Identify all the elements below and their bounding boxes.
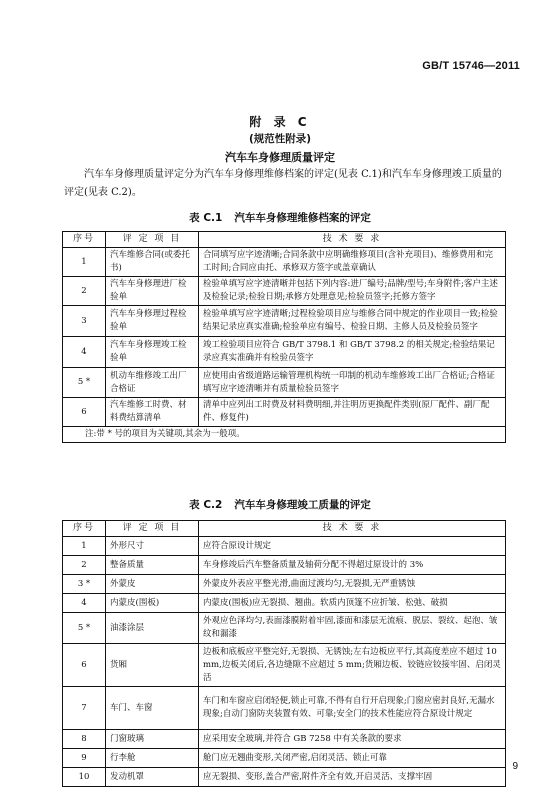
row-req: 竣工检验项目应符合 GB/T 3798.1 和 GB/T 3798.2 的相关规定;检验结果记录应真实准确并有检验员签字 [199, 337, 506, 368]
row-req: 检验单填写应字迹清晰;过程检验项目应与维修合同中规定的作业项目一致;检验结果记录应真实准确;检验单应有编号、检验日期、主修人员及检验员签字 [199, 306, 506, 337]
table-header-row [63, 521, 506, 537]
page-number: 9 [512, 761, 518, 772]
table-row [63, 575, 506, 594]
row-req: 清单中应列出工时费及材料费明细,并注明历更换配件类别(原厂配件、副厂配件、修复件) [199, 398, 506, 427]
row-no: 5 * [63, 368, 106, 398]
row-no: 9 [63, 749, 106, 768]
row-item: 门窗玻璃 [106, 730, 199, 749]
row-no: 1 [63, 537, 106, 556]
row-no: 3 [63, 306, 106, 337]
row-req: 应符合原设计规定 [199, 537, 506, 556]
row-item: 货厢 [106, 644, 199, 687]
table-row [63, 687, 506, 730]
table-row [63, 594, 506, 613]
row-req: 边板和底板应平整完好,无裂损、无锈蚀;左右边板应平行,其高度差应不超过 10 mm,边板关闭后,各边缝隙不应超过 5 mm;货厢边板、铰链应铰接牢固、启闭灵活 [199, 644, 506, 687]
standard-number: GB/T 15746—2011 [422, 60, 520, 72]
row-item: 外蒙皮 [106, 575, 199, 594]
table1-title: 汽车车身修理维修档案的评定 [234, 212, 371, 224]
table-note-row [63, 427, 506, 443]
table-row [63, 768, 506, 787]
row-no: 7 [63, 687, 106, 730]
table-header-row [63, 232, 506, 248]
table-row [63, 398, 506, 427]
row-req: 车身修竣后汽车整备质量及轴荷分配不得超过原设计的 3% [199, 556, 506, 575]
row-item: 车门、车窗 [106, 687, 199, 730]
row-no: 3 * [63, 575, 106, 594]
header-item: 评 定 项 目 [106, 521, 199, 537]
row-item: 汽车车身修理过程检验单 [106, 306, 199, 337]
table-row [63, 613, 506, 644]
table-row [63, 730, 506, 749]
table-row [63, 749, 506, 768]
row-req: 合同填写应字迹清晰;合同条款中应明确维修项目(含补充项目)、维修费用和完工时间;合同应由托、承修双方签字或盖章确认 [199, 248, 506, 277]
row-item: 汽车维修工时费、材料费结算清单 [106, 398, 199, 427]
table-row [63, 368, 506, 398]
row-no: 6 [63, 644, 106, 687]
table-row [63, 306, 506, 337]
row-no: 4 [63, 594, 106, 613]
row-item: 机动车维修竣工出厂合格证 [106, 368, 199, 398]
row-req: 内蒙皮(围板)应无裂损、翘曲。软质内顶篷不应折皱、松弛、破损 [199, 594, 506, 613]
header-no: 序号 [63, 232, 106, 248]
row-item: 汽车维修合同(或委托书) [106, 248, 199, 277]
row-no: 2 [63, 556, 106, 575]
row-no: 8 [63, 730, 106, 749]
row-req: 外观应色泽均匀,表面漆膜附着牢固,漆面和漆层无流痕、脱层、裂纹、起泡、皱纹和漏漆 [199, 613, 506, 644]
table-row [63, 277, 506, 306]
intro-paragraph: 汽车车身修理质量评定分为汽车车身修理维修档案的评定(见表 C.1)和汽车车身修理竣工质量的评定(见表 C.2)。 [64, 169, 502, 198]
row-no: 2 [63, 277, 106, 306]
row-item: 发动机罩 [106, 768, 199, 787]
row-no: 10 [63, 768, 106, 787]
row-req: 舱门应无翘曲变形,关闭严密,启闭灵活、锁止可靠 [199, 749, 506, 768]
row-no: 1 [63, 248, 106, 277]
row-req: 检验单填写应字迹清晰并包括下列内容:进厂编号;品牌/型号;车身附件;客户主述及检验记录;检验日期;承修方处理意见;检验员签字;托修方签字 [199, 277, 506, 306]
table-row [63, 556, 506, 575]
table1-note: 注:带 * 号的项目为关键项,其余为一般项。 [63, 427, 506, 443]
header-req: 技 术 要 求 [199, 521, 506, 537]
row-req: 应使用由省级道路运输管理机构统一印制的机动车维修竣工出厂合格证;合格证填写应字迹清晰并有质量检验员签字 [199, 368, 506, 398]
row-no: 5 * [63, 613, 106, 644]
table1-caption [0, 210, 560, 225]
row-item: 汽车车身修理竣工检验单 [106, 337, 199, 368]
row-item: 整备质量 [106, 556, 199, 575]
row-req: 车门和车窗应启闭轻便,锁止可靠,不得有自行开启现象;门窗应密封良好,无漏水现象;自动门窗防夹装置有效、可靠;安全门的技术性能应符合原设计规定 [199, 687, 506, 730]
table2-title: 汽车车身修理竣工质量的评定 [234, 499, 371, 511]
appendix-subtitle: (规范性附录) [248, 133, 312, 145]
table2-number: 表 C.2 [189, 499, 223, 511]
table-row [63, 644, 506, 687]
header-no: 序号 [63, 521, 106, 537]
row-item: 内蒙皮(围板) [106, 594, 199, 613]
table2 [62, 520, 506, 787]
row-item: 油漆涂层 [106, 613, 199, 644]
row-item: 行李舱 [106, 749, 199, 768]
row-no: 4 [63, 337, 106, 368]
table-row [63, 248, 506, 277]
row-req: 应采用安全玻璃,并符合 GB 7258 中有关条款的要求 [199, 730, 506, 749]
table-row [63, 537, 506, 556]
row-item: 外形尺寸 [106, 537, 199, 556]
table-row [63, 337, 506, 368]
row-req: 外蒙皮外表应平整光滑,曲面过渡均匀,无裂损,无严重锈蚀 [199, 575, 506, 594]
appendix-title: 附 录 C [249, 115, 311, 129]
header-item: 评 定 项 目 [106, 232, 199, 248]
header-req: 技 术 要 求 [199, 232, 506, 248]
appendix-heading: 汽车车身修理质量评定 [225, 151, 335, 164]
table2-caption [0, 497, 560, 512]
row-item: 汽车车身修理进厂检验单 [106, 277, 199, 306]
row-req: 应无裂损、变形,盖合严密,附件齐全有效,开启灵活、支撑牢固 [199, 768, 506, 787]
row-no: 6 [63, 398, 106, 427]
table1-number: 表 C.1 [189, 212, 223, 224]
table1 [62, 231, 506, 443]
